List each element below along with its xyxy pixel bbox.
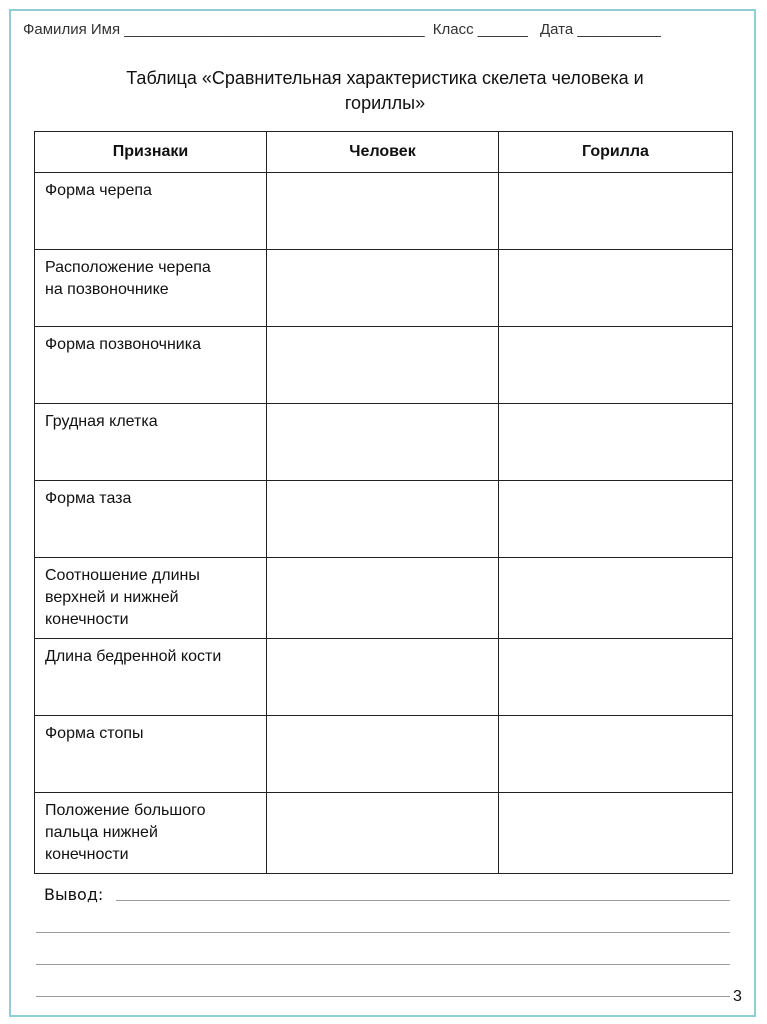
class-blank: ______ (477, 21, 528, 38)
page-number: 3 (733, 988, 742, 1005)
gorilla-answer-cell[interactable] (499, 558, 733, 639)
conclusion-line-2[interactable] (36, 932, 730, 933)
human-answer-cell[interactable] (267, 173, 499, 250)
gorilla-answer-cell[interactable] (499, 716, 733, 793)
table-header-row (35, 132, 733, 173)
title-line-2: гориллы» (344, 93, 426, 113)
feature-cell (35, 173, 267, 250)
feature-text: Грудная клетка (45, 413, 158, 430)
student-info-line (23, 20, 743, 40)
gorilla-answer-cell[interactable] (499, 793, 733, 874)
human-answer-cell[interactable] (267, 639, 499, 716)
feature-text: конечности (45, 846, 129, 863)
gorilla-answer-cell[interactable] (499, 173, 733, 250)
human-answer-cell[interactable] (267, 250, 499, 327)
feature-cell (35, 404, 267, 481)
feature-text: Положение большого (45, 802, 206, 819)
conclusion-line-1[interactable] (116, 900, 730, 901)
gorilla-answer-cell[interactable] (499, 250, 733, 327)
human-answer-cell[interactable] (267, 327, 499, 404)
feature-text: Форма таза (45, 490, 132, 507)
feature-cell (35, 793, 267, 874)
feature-text: Форма стопы (45, 725, 144, 742)
table-row (35, 716, 733, 793)
feature-cell (35, 481, 267, 558)
class-label: Класс (432, 21, 474, 38)
feature-text: Расположение черепа (45, 259, 211, 276)
feature-text: Длина бедренной кости (45, 648, 222, 665)
gorilla-answer-cell[interactable] (499, 404, 733, 481)
table-row (35, 639, 733, 716)
table-row (35, 327, 733, 404)
human-answer-cell[interactable] (267, 716, 499, 793)
feature-cell (35, 558, 267, 639)
feature-cell (35, 250, 267, 327)
feature-text: Форма черепа (45, 182, 152, 199)
table-row (35, 250, 733, 327)
conclusion-label: Вывод: (44, 885, 104, 904)
gorilla-answer-cell[interactable] (499, 639, 733, 716)
title-line-1: Таблица «Сравнительная характеристика скелета человека и (126, 68, 644, 88)
feature-text: верхней и нижней (45, 589, 179, 606)
human-answer-cell[interactable] (267, 481, 499, 558)
feature-text: конечности (45, 611, 129, 628)
comparison-table (34, 131, 733, 874)
table-row (35, 404, 733, 481)
conclusion-line-4[interactable] (36, 996, 730, 997)
human-answer-cell[interactable] (267, 404, 499, 481)
gorilla-answer-cell[interactable] (499, 327, 733, 404)
gorilla-answer-cell[interactable] (499, 481, 733, 558)
conclusion-line-3[interactable] (36, 964, 730, 965)
table-row (35, 173, 733, 250)
human-answer-cell[interactable] (267, 558, 499, 639)
human-answer-cell[interactable] (267, 793, 499, 874)
header-gorilla: Горилла (499, 132, 733, 173)
feature-text: Соотношение длины (45, 567, 200, 584)
table-row (35, 481, 733, 558)
feature-cell (35, 327, 267, 404)
feature-cell (35, 716, 267, 793)
name-label: Фамилия Имя (23, 21, 121, 38)
date-label: Дата (540, 21, 574, 38)
date-blank: __________ (577, 21, 661, 38)
feature-text: Форма позвоночника (45, 336, 201, 353)
feature-text: пальца нижней (45, 824, 158, 841)
header-human: Человек (267, 132, 499, 173)
header-features: Признаки (35, 132, 267, 173)
page-title (40, 66, 730, 116)
feature-text: на позвоночнике (45, 281, 169, 298)
table-row (35, 793, 733, 874)
table-row (35, 558, 733, 639)
name-blank: ____________________________________ (124, 21, 425, 38)
feature-cell (35, 639, 267, 716)
